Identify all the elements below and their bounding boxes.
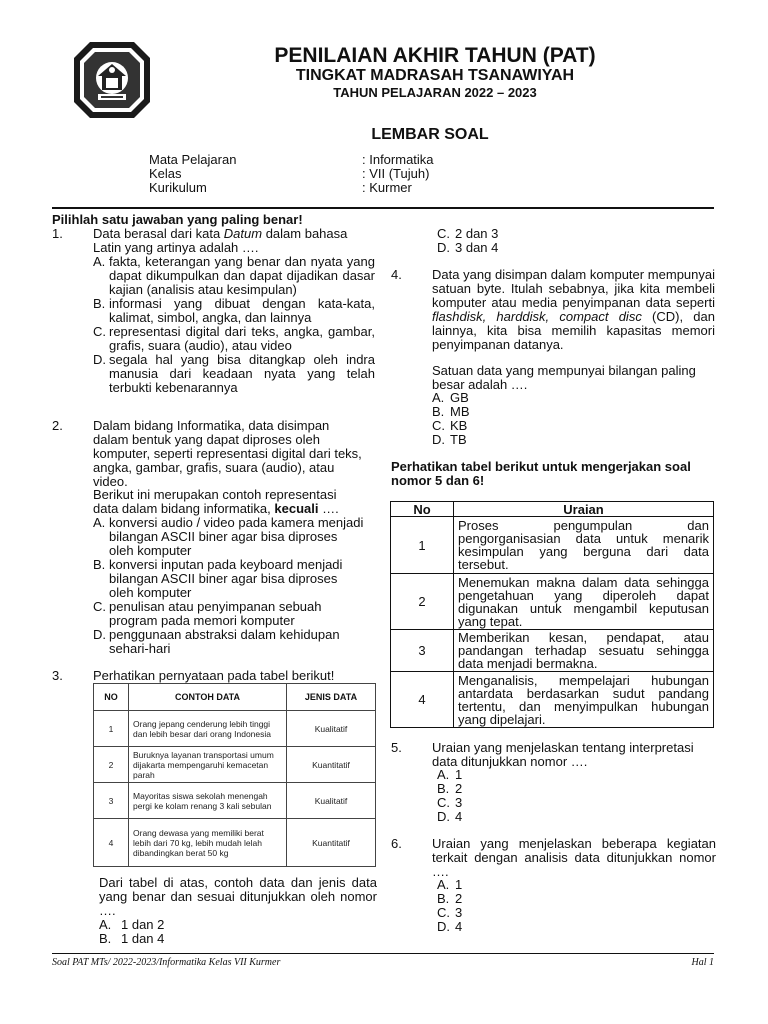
sheet-title: LEMBAR SOAL	[371, 126, 489, 143]
option-text: 1	[455, 767, 463, 782]
option[interactable]	[93, 600, 365, 628]
option[interactable]	[99, 918, 299, 932]
table-cell-type: Kualitatif	[287, 783, 376, 819]
q4-stem	[432, 268, 715, 352]
table-cell-data: Orang dewasa yang memiliki berat lebih dari 70 kg, lebih mudah lelah dibandingkan berat 50 kg	[129, 819, 287, 867]
option-text: TB	[450, 432, 467, 447]
table-cell-text: Menganalisis, mempelajari hubungan antardata berdasarkan sudut pandang tertentu, dan menyimpulkan hubungan yang dipelajari.	[454, 672, 714, 728]
ministry-logo-icon	[72, 40, 152, 120]
exam-title: PENILAIAN AKHIR TAHUN (PAT)	[274, 44, 596, 67]
option-text: fakta, keterangan yang benar dan nyata yang dapat dikumpulkan dan dapat dijadikan dasar kajian (analisis atau kesimpulan)	[109, 254, 375, 297]
table-cell-no: 4	[391, 672, 454, 728]
option-text: representasi digital dari teks, angka, gambar, grafis, suara (audio), atau video	[109, 324, 375, 353]
option-text: 2 dan 3	[455, 226, 499, 241]
option[interactable]	[99, 932, 299, 946]
table-cell-text: Proses pengumpulan dan pengorganisasian data untuk menarik kesimpulan yang berguna dari data tersebut.	[454, 517, 714, 574]
table-cell-type: Kuantitatif	[287, 819, 376, 867]
table-header: CONTOH DATA	[129, 684, 287, 711]
q6-options	[437, 878, 587, 934]
table-row	[391, 672, 714, 728]
q5-options	[437, 768, 587, 824]
q5-stem: Uraian yang menjelaskan tentang interpretasi data ditunjukkan nomor ….	[432, 740, 694, 769]
q3-stem: Perhatikan pernyataan pada tabel berikut!	[93, 668, 335, 683]
option-letter: A.	[437, 767, 450, 782]
option[interactable]	[437, 906, 587, 920]
q5-number: 5.	[391, 740, 402, 755]
q3-after: Dari tabel di atas, contoh data dan jenis data yang benar dan sesuai ditunjukkan oleh nomor ….	[99, 875, 377, 918]
q1-stem-text: dalam bahasa	[262, 226, 348, 241]
table-row	[94, 819, 376, 867]
table-cell-data: Orang jepang cenderung lebih tinggi dan lebih besar dari orang Indonesia	[129, 711, 287, 747]
q2-stem2-text: Berikut ini merupakan contoh representasi data dalam bidang informatika,	[93, 487, 337, 516]
q3-number: 3.	[52, 668, 63, 683]
option[interactable]	[432, 433, 632, 447]
q1-stem-italic: Datum	[223, 226, 263, 241]
table-cell-text: Memberikan kesan, pendapat, atau pandangan terhadap sesuatu sehingga data menjadi bermakna.	[454, 630, 714, 672]
option[interactable]	[93, 325, 375, 353]
table-cell-no: 2	[391, 574, 454, 630]
option-letter: D.	[432, 432, 445, 447]
info-value: : Kurmer	[362, 180, 412, 195]
option-text: 3	[455, 795, 463, 810]
table-cell-text: Menemukan makna dalam data sehingga pengetahuan yang diperoleh dapat digunakan untuk mengambil keputusan yang tepat.	[454, 574, 714, 630]
option-letter: A.	[93, 254, 106, 269]
info-row	[149, 167, 434, 181]
header-divider	[52, 207, 714, 209]
q4-stem-text: Data yang disimpan dalam komputer mempunyai satuan byte. Itulah sebabnya, jika kita membeli komputer atau media penyimpanan data seperti	[432, 267, 715, 310]
q6-stem: Uraian yang menjelaskan beberapa kegiatan terkait dengan analisis data ditunjukkan nomor ….	[432, 836, 716, 879]
table-intro: Perhatikan tabel berikut untuk mengerjakan soal nomor 5 dan 6!	[391, 459, 691, 488]
option[interactable]	[432, 405, 632, 419]
q4-options	[432, 391, 632, 447]
info-label: Mata Pelajaran	[149, 152, 237, 167]
option[interactable]	[93, 297, 375, 325]
option-letter: A.	[432, 390, 445, 405]
option-text: 1	[455, 877, 463, 892]
option-text: konversi inputan pada keyboard menjadi bilangan ASCII biner agar bisa diproses oleh komputer	[109, 557, 343, 600]
academic-year: TAHUN PELAJARAN 2022 – 2023	[333, 85, 537, 100]
q6-number: 6.	[391, 836, 402, 851]
info-label: Kurikulum	[149, 180, 207, 195]
info-value: : Informatika	[362, 152, 434, 167]
table-row	[94, 711, 376, 747]
table-cell-data: Mayoritas siswa sekolah menengah pergi ke kolam renang 3 kali sebulan	[129, 783, 287, 819]
option[interactable]	[432, 391, 632, 405]
q1-stem	[93, 227, 375, 255]
table-cell-no: 1	[94, 711, 129, 747]
option[interactable]	[93, 558, 365, 600]
option-letter: D.	[437, 240, 450, 255]
option-letter: B.	[437, 891, 450, 906]
option-letter: B.	[437, 781, 450, 796]
option[interactable]	[432, 419, 632, 433]
table-row	[391, 574, 714, 630]
q3-options-right	[437, 227, 637, 255]
q3-options-left	[99, 918, 299, 946]
q1-stem-text: Data berasal dari kata	[93, 226, 224, 241]
table-header: Uraian	[454, 502, 714, 517]
q4-stem-italic: flashdisk, harddisk, compact disc	[432, 309, 642, 324]
data-type-table	[93, 683, 376, 867]
option-letter: A.	[93, 515, 106, 530]
table-cell-no: 1	[391, 517, 454, 574]
q4-stem2: Satuan data yang mempunyai bilangan paling besar adalah ….	[432, 363, 696, 392]
table-row	[391, 630, 714, 672]
option[interactable]	[93, 628, 365, 656]
q1-options	[93, 255, 375, 395]
option-letter: C.	[432, 418, 445, 433]
q4-stem-text: (CD), dan lainnya, kita bisa memilih kapasitas memori penyimpanan datanya.	[432, 309, 715, 352]
option-text: 4	[455, 809, 463, 824]
option-text: konversi audio / video pada kamera menjadi bilangan ASCII biner agar bisa diproses oleh komputer	[109, 515, 364, 558]
option-letter: B.	[93, 296, 106, 311]
table-header-row	[391, 502, 714, 517]
option-text: 3	[455, 905, 463, 920]
option-letter: D.	[93, 627, 106, 642]
exam-subtitle: TINGKAT MADRASAH TSANAWIYAH	[295, 67, 575, 84]
info-row	[149, 181, 434, 195]
option-text: 3 dan 4	[455, 240, 499, 255]
q2-stem: Dalam bidang Informatika, data disimpan dalam bentuk yang dapat diproses oleh komputer, seperti representasi digital dari teks, angka, gambar, grafis, suara (audio), atau video.	[93, 418, 362, 489]
info-block	[149, 153, 434, 195]
instruction: Pilihlah satu jawaban yang paling benar!	[52, 212, 303, 227]
option-text: 1 dan 4	[121, 931, 165, 946]
description-table	[390, 501, 714, 728]
option-letter: A.	[437, 877, 450, 892]
option-letter: C.	[93, 324, 106, 339]
info-label: Kelas	[149, 166, 182, 181]
table-cell-data: Buruknya layanan transportasi umum dijakarta mempengaruhi kemacetan parah	[129, 747, 287, 783]
option-text: MB	[450, 404, 470, 419]
option[interactable]	[437, 768, 587, 782]
option-letter: C.	[437, 226, 450, 241]
table-header: JENIS DATA	[287, 684, 376, 711]
footer-divider	[52, 953, 714, 954]
option-text: GB	[450, 390, 469, 405]
info-row	[149, 153, 434, 167]
option-text: penulisan atau penyimpanan sebuah program pada memori komputer	[109, 599, 322, 628]
option-letter: C.	[437, 905, 450, 920]
q2-options	[93, 516, 365, 656]
option-letter: B.	[432, 404, 445, 419]
option[interactable]	[437, 892, 587, 906]
option[interactable]	[437, 878, 587, 892]
footer-left: Soal PAT MTs/ 2022-2023/Informatika Kelas VII Kurmer	[52, 957, 281, 968]
option[interactable]	[93, 353, 375, 395]
option[interactable]	[437, 241, 637, 255]
q2-stem2-text: ….	[318, 501, 339, 516]
q1-stem-line2: Latin yang artinya adalah ….	[93, 240, 259, 255]
option-text: segala hal yang bisa ditangkap oleh indra manusia dari keadaan nyata yang telah terbukti kebenarannya	[109, 352, 375, 395]
table-cell-no: 3	[391, 630, 454, 672]
q2-number: 2.	[52, 418, 63, 433]
option-letter: D.	[437, 919, 450, 934]
option-text: 4	[455, 919, 463, 934]
option-text: KB	[450, 418, 468, 433]
option[interactable]	[437, 796, 587, 810]
option-letter: D.	[93, 352, 106, 367]
table-cell-type: Kualitatif	[287, 711, 376, 747]
option-text: 1 dan 2	[121, 917, 165, 932]
q1-number: 1.	[52, 226, 63, 241]
table-cell-no: 2	[94, 747, 129, 783]
q2-stem2	[93, 488, 365, 516]
table-row	[94, 747, 376, 783]
q2-emphasis: kecuali	[274, 501, 319, 516]
table-header: NO	[94, 684, 129, 711]
table-cell-no: 4	[94, 819, 129, 867]
table-header-row	[94, 684, 376, 711]
info-value: : VII (Tujuh)	[362, 166, 430, 181]
option[interactable]	[437, 810, 587, 824]
option-letter: B.	[99, 931, 112, 946]
option-text: 2	[455, 891, 463, 906]
option[interactable]	[437, 782, 587, 796]
option[interactable]	[437, 920, 587, 934]
option-text: informasi yang dibuat dengan kata-kata, kalimat, simbol, angka, dan lainnya	[109, 296, 375, 325]
option-letter: C.	[93, 599, 106, 614]
option-letter: A.	[99, 917, 112, 932]
option-letter: B.	[93, 557, 106, 572]
option-letter: C.	[437, 795, 450, 810]
table-cell-no: 3	[94, 783, 129, 819]
option[interactable]	[93, 516, 365, 558]
table-row	[94, 783, 376, 819]
option-text: 2	[455, 781, 463, 796]
table-row	[391, 517, 714, 574]
q4-number: 4.	[391, 267, 402, 282]
option-text: penggunaan abstraksi dalam kehidupan sehari-hari	[109, 627, 340, 656]
option[interactable]	[437, 227, 637, 241]
page-number: Hal 1	[691, 957, 714, 968]
option[interactable]	[93, 255, 375, 297]
table-cell-type: Kuantitatif	[287, 747, 376, 783]
table-header: No	[391, 502, 454, 517]
option-letter: D.	[437, 809, 450, 824]
